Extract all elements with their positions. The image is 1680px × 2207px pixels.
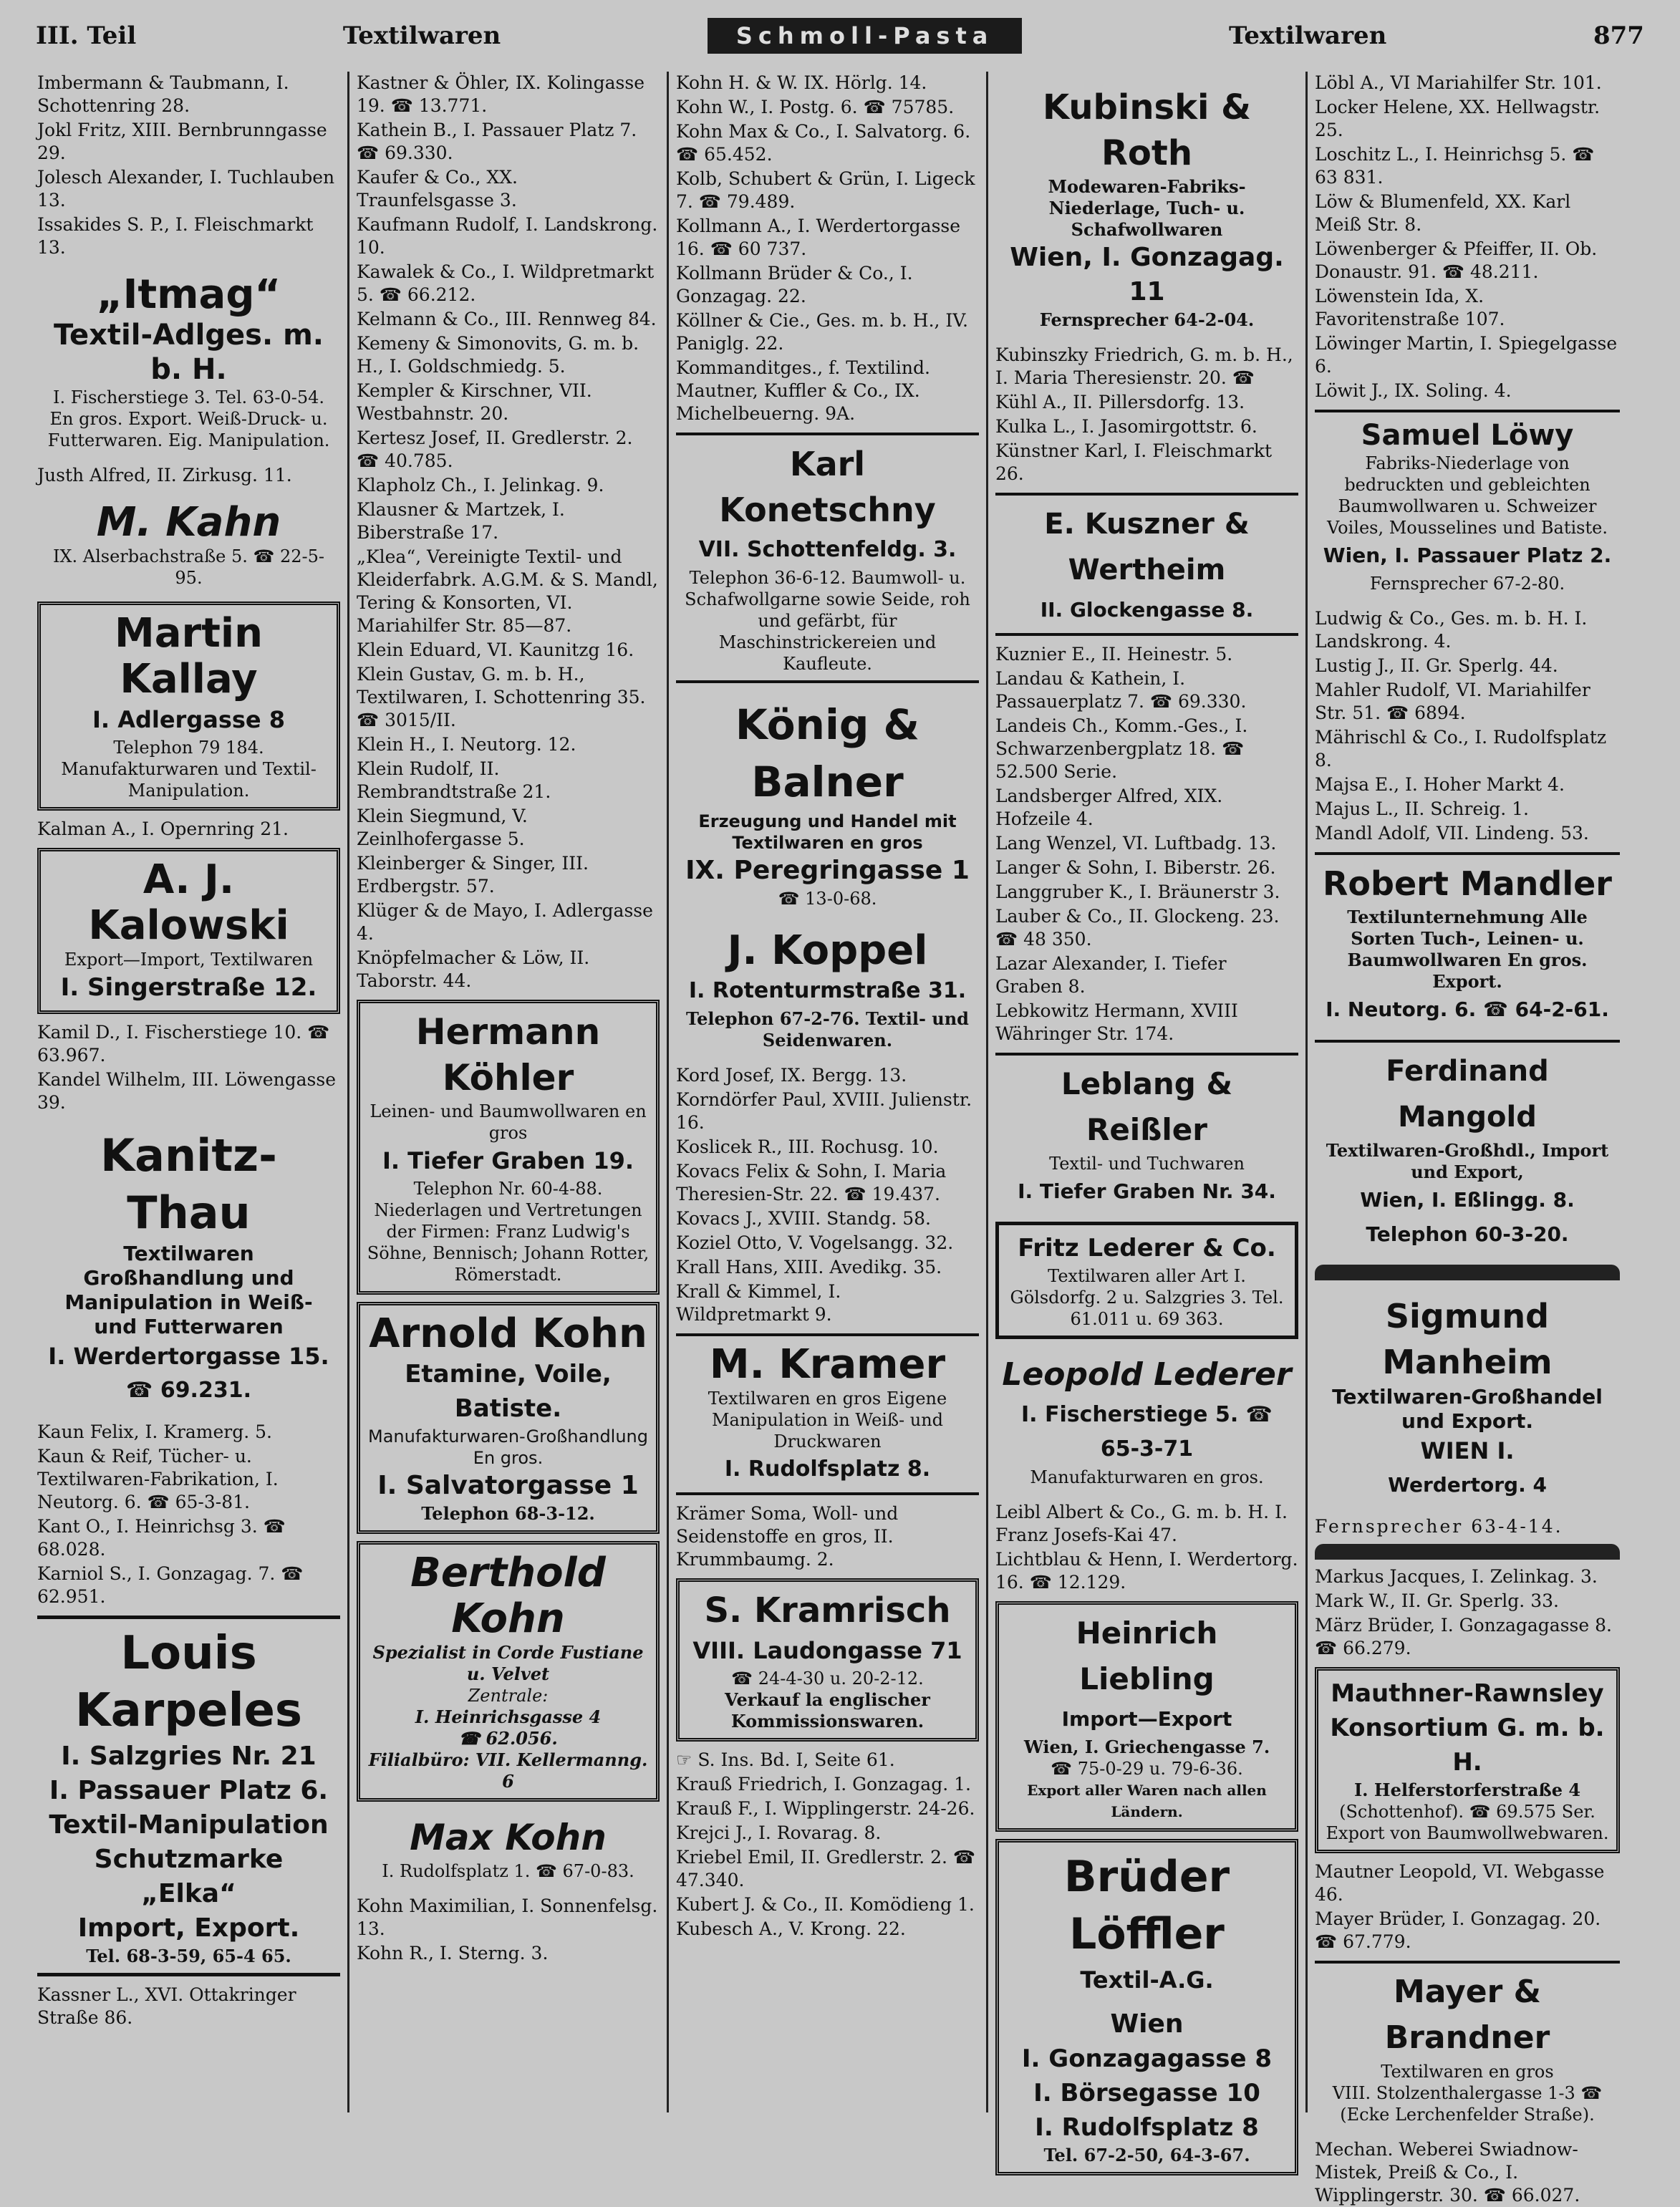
ad-text: Fabriks-Niederlage von bedruckten und gebleichten Baumwollwaren u. Schweizer Voiles, Mousselines und Batiste. bbox=[1327, 453, 1608, 538]
entry: ☞ S. Ins. Bd. I, Seite 61. bbox=[676, 1749, 895, 1770]
ad-arnold-kohn bbox=[357, 1302, 660, 1534]
entry: Kaun Felix, I. Kramerg. 5. bbox=[37, 1421, 272, 1442]
entry: Korndörfer Paul, XVIII. Julienstr. 16. bbox=[676, 1089, 972, 1133]
entry: Jolesch Alexander, I. Tuchlauben 13. bbox=[37, 167, 335, 211]
entry: Löw & Blumenfeld, XX. Karl Meiß Str. 8. bbox=[1315, 191, 1571, 235]
entry: Klüger & de Mayo, I. Adlergasse 4. bbox=[357, 900, 653, 944]
ad-phone: Tel. 67-2-50, 64-3-67. bbox=[1043, 2145, 1250, 2165]
ad-kramrisch bbox=[676, 1578, 979, 1742]
entry: Kord Josef, IX. Bergg. 13. bbox=[676, 1065, 907, 1086]
entry: Klapholz Ch., I. Jelinkag. 9. bbox=[357, 475, 604, 496]
ad-phone: ☎ 62.056. bbox=[458, 1728, 558, 1749]
ad-name: S. Kramrisch bbox=[704, 1590, 951, 1631]
ad-text: Export—Import, Textilwaren bbox=[64, 950, 314, 970]
ad-text-2: Export aller Waren nach allen Ländern. bbox=[1027, 1782, 1267, 1820]
ad-phone: ☎ 24-4-30 u. 20-2-12. bbox=[731, 1668, 924, 1689]
ad-phone: Fernsprecher 63-4-14. bbox=[1315, 1516, 1563, 1537]
ad-name: Ferdinand Mangold bbox=[1386, 1055, 1549, 1134]
ad-name: Leopold Lederer bbox=[1002, 1356, 1292, 1393]
entry: Locker Helene, XX. Hellwagstr. 25. bbox=[1315, 97, 1601, 140]
entry: Kubert J. & Co., II. Komödieng 1. bbox=[676, 1894, 975, 1915]
entry: Mautner Leopold, VI. Webgasse 46. bbox=[1315, 1861, 1605, 1905]
entry: Kühl A., II. Pillersdorfg. 13. bbox=[995, 392, 1245, 412]
entry: Kempler & Kirschner, VII. Westbahnstr. 20. bbox=[357, 380, 592, 424]
ad-address: I. Helferstorferstraße 4 bbox=[1353, 1779, 1581, 1800]
entry: Kamil D., I. Fischerstiege 10. ☎ 63.967. bbox=[37, 1022, 330, 1066]
entry: Kovacs J., XVIII. Standg. 58. bbox=[676, 1208, 931, 1229]
ad-max-kohn bbox=[357, 1809, 660, 1888]
entry: Kaun & Reif, Tücher- u. Textilwaren-Fabrikation, I. Neutorg. 6. ☎ 65-3-81. bbox=[37, 1446, 279, 1512]
ad-itmag bbox=[37, 266, 340, 457]
ad-name: Brüder Löffler bbox=[1063, 1852, 1230, 1959]
ad-koenig-balner bbox=[676, 690, 979, 915]
ad-kubinski-roth bbox=[995, 79, 1298, 337]
column-1 bbox=[30, 72, 349, 2112]
ad-name: Karl Konetschny bbox=[719, 445, 936, 529]
entry: Kant O., I. Heinrichsg 3. ☎ 68.028. bbox=[37, 1516, 286, 1560]
entry: Mährischl & Co., I. Rudolfsplatz 8. bbox=[1315, 727, 1607, 771]
ad-mayer-brandner bbox=[1315, 1961, 1620, 2131]
ad-kalowski bbox=[37, 848, 340, 1014]
entry: Landau & Kathein, I. Passauerplatz 7. ☎ 69.330. bbox=[995, 668, 1247, 712]
ad-name: E. Kuszner & Wertheim bbox=[1044, 508, 1250, 586]
ad-address: II. Glockengasse 8. bbox=[1040, 598, 1254, 622]
entry: Klein Rudolf, II. Rembrandtstraße 21. bbox=[357, 758, 551, 802]
ad-kuszner-wertheim bbox=[995, 493, 1298, 636]
ad-text: Textilwaren en gros Eigene Manipulation in Weiß- und Druckwaren bbox=[708, 1389, 947, 1452]
entry: Künstner Karl, I. Fleischmarkt 26. bbox=[995, 440, 1273, 484]
column-4 bbox=[988, 72, 1308, 2165]
entry: Kubesch A., V. Krong. 22. bbox=[676, 1918, 906, 1939]
header-band: Schmoll-Pasta bbox=[708, 18, 1022, 54]
ad-name: Louis Karpeles bbox=[75, 1627, 302, 1737]
entry: Kohn W., I. Postg. 6. ☎ 75785. bbox=[676, 97, 955, 117]
ad-text: Import—Export bbox=[1061, 1707, 1232, 1731]
entry: Landeis Ch., Komm.-Ges., I. Schwarzenbergplatz 18. ☎ 52.500 Serie. bbox=[995, 715, 1248, 782]
ad-leopold-lederer bbox=[995, 1346, 1298, 1494]
ad-address: I. Heinrichsgasse 4 bbox=[415, 1706, 602, 1727]
entry: Kuznier E., II. Heinestr. 5. bbox=[995, 644, 1233, 665]
ad-address: I. Neutorg. 6. ☎ 64-2-61. bbox=[1326, 998, 1609, 1021]
divider-bar bbox=[1315, 1544, 1620, 1560]
entry: Kohn Maximilian, I. Sonnenfelsg. 13. bbox=[357, 1895, 658, 1939]
entry: Kommanditges., f. Textilind. Mautner, Kuffler & Co., IX. Michelbeuerng. 9A. bbox=[676, 357, 930, 424]
ad-city: WIEN I. bbox=[1420, 1437, 1515, 1464]
ad-address: Wien, I. Eßlingg. 8. bbox=[1360, 1188, 1575, 1212]
entry: Koziel Otto, V. Vogelsangg. 32. bbox=[676, 1232, 954, 1253]
ad-address: I. Rudolfsplatz 8. bbox=[724, 1457, 931, 1482]
ad-text: Telephon 67-2-76. Textil- und Seidenwaren. bbox=[686, 1008, 969, 1051]
entry: Klein Eduard, VI. Kaunitzg 16. bbox=[357, 639, 634, 660]
entry: Kleinberger & Singer, III. Erdbergstr. 57. bbox=[357, 853, 589, 897]
entry: Klein Siegmund, V. Zeinlhofergasse 5. bbox=[357, 806, 528, 849]
ad-text: Etamine, Voile, Batiste. bbox=[405, 1360, 612, 1423]
entry: Kastner & Öhler, IX. Kolingasse 19. ☎ 13.771. bbox=[357, 72, 645, 116]
ad-karpeles bbox=[37, 1616, 340, 1976]
ad-name: M. Kahn bbox=[96, 499, 281, 546]
ad-kallay bbox=[37, 602, 340, 811]
ad-text: Textilwaren aller Art I. Gölsdorfg. 2 u. Salzgries 3. Tel. 61.011 u. 69 363. bbox=[1010, 1266, 1284, 1329]
ad-address: I. Tiefer Graben Nr. 34. bbox=[1018, 1179, 1276, 1203]
ad-phone: ☎ 75-0-29 u. 79-6-36. bbox=[1051, 1759, 1243, 1779]
entry: Mechan. Weberei Swiadnow-Mistek, Preiß & Co., I. Wipplingerstr. 30. ☎ 66.027. bbox=[1315, 2139, 1580, 2206]
ad-robert-mandler bbox=[1315, 852, 1620, 1033]
entry: Justh Alfred, II. Zirkusg. 11. bbox=[37, 465, 292, 486]
entry: Lazar Alexander, I. Tiefer Graben 8. bbox=[995, 953, 1227, 997]
entry: Lebkowitz Hermann, XVIII Währinger Str. 174. bbox=[995, 1000, 1238, 1044]
ad-name: Berthold Kohn bbox=[410, 1550, 606, 1642]
ad-text: Textilwaren-Großhandel und Export. bbox=[1332, 1385, 1603, 1433]
ad-kahn bbox=[37, 494, 340, 594]
entry: Klein Gustav, G. m. b. H., Textilwaren, I. Schottenring 35. ☎ 3015/II. bbox=[357, 664, 646, 730]
ad-loeffler bbox=[995, 1839, 1298, 2175]
entry: Lichtblau & Henn, I. Werdertorg. 16. ☎ 12.129. bbox=[995, 1549, 1298, 1593]
entry: Kandel Wilhelm, III. Löwengasse 39. bbox=[37, 1069, 336, 1113]
ad-name: Arnold Kohn bbox=[369, 1310, 647, 1357]
entry: Kriebel Emil, II. Gredlerstr. 2. ☎ 47.340. bbox=[676, 1847, 976, 1890]
ad-name: Martin Kallay bbox=[115, 610, 263, 702]
entry: Mahler Rudolf, VI. Mariahilfer Str. 51. ☎ 6894. bbox=[1315, 680, 1590, 723]
ad-text: Textilunternehmung Alle Sorten Tuch-, Leinen- u. Baumwollwaren En gros. Export. bbox=[1347, 907, 1588, 992]
ad-liebling bbox=[995, 1601, 1298, 1832]
ad-text: Spezialist in Corde Fustiane u. Velvet bbox=[372, 1642, 644, 1684]
entry: Jokl Fritz, XIII. Bernbrunngasse 29. bbox=[37, 120, 327, 163]
entry: Kolb, Schubert & Grün, I. Ligeck 7. ☎ 79.489. bbox=[676, 168, 975, 212]
ad-address: Wien, I. Gonzagag. 11 bbox=[1010, 243, 1284, 306]
entry: Kollmann Brüder & Co., I. Gonzagag. 22. bbox=[676, 263, 913, 306]
entry: Koslicek R., III. Rochusg. 10. bbox=[676, 1136, 939, 1157]
entry: Kemeny & Simonovits, G. m. b. H., I. Goldschmiedg. 5. bbox=[357, 333, 639, 377]
entry: Kaufmann Rudolf, I. Landskrong. 10. bbox=[357, 214, 658, 258]
ad-text-2: Schutzmarke „Elka“ bbox=[94, 1845, 284, 1908]
header-section-right: Textilwaren bbox=[1228, 21, 1387, 50]
ad-phone: Fernsprecher 64-2-04. bbox=[1039, 309, 1255, 330]
ad-phone: Telephon 68-3-12. bbox=[421, 1503, 595, 1524]
entry: Knöpfelmacher & Löw, II. Taborstr. 44. bbox=[357, 947, 590, 991]
ad-address-3: I. Rudolfsplatz 8 bbox=[1035, 2113, 1259, 2142]
ad-text: I. Fischerstiege 3. Tel. 63-0-54. En gros. Export. Weiß-Druck- u. Futterwaren. Eig. Manipulation. bbox=[47, 387, 330, 450]
entry: Karniol S., I. Gonzagag. 7. ☎ 62.951. bbox=[37, 1563, 304, 1607]
ad-berthold-kohn bbox=[357, 1541, 660, 1802]
entry: Kalman A., I. Opernring 21. bbox=[37, 818, 289, 839]
column-5 bbox=[1308, 72, 1627, 2206]
column-3 bbox=[669, 72, 988, 2112]
entry: Krall Hans, XIII. Avedikg. 35. bbox=[676, 1257, 942, 1278]
entry: Kulka L., I. Jasomirgottstr. 6. bbox=[995, 416, 1257, 437]
ad-address: I. Tiefer Graben 19. bbox=[382, 1147, 634, 1174]
ad-name: J. Koppel bbox=[727, 927, 928, 974]
entry: Lauber & Co., II. Glockeng. 23. ☎ 48 350. bbox=[995, 906, 1280, 950]
ad-text: Textil-A.G. bbox=[1080, 1966, 1214, 1994]
ad-address: I. Salvatorgasse 1 bbox=[377, 1471, 639, 1500]
ad-name: M. Kramer bbox=[709, 1341, 946, 1388]
entry: Kawalek & Co., I. Wildpretmarkt 5. ☎ 66.212. bbox=[357, 261, 655, 305]
ad-name: Leblang & Reißler bbox=[1061, 1066, 1233, 1147]
ad-address: I. Salzgries Nr. 21 bbox=[61, 1742, 317, 1771]
entry: Issakides S. P., I. Fleischmarkt 13. bbox=[37, 214, 314, 258]
header-section: Textilwaren bbox=[342, 21, 501, 50]
ad-name: Robert Mandler bbox=[1323, 864, 1612, 903]
column-2 bbox=[349, 72, 669, 2112]
ad-address: I. Werdertorgasse 15. bbox=[48, 1343, 329, 1370]
ad-name: Kubinski & Roth bbox=[1042, 87, 1252, 173]
ad-phone: Telephon 60-3-20. bbox=[1366, 1222, 1569, 1246]
entry: Löwit J., IX. Soling. 4. bbox=[1315, 380, 1512, 401]
ad-phone: ☎ 69.231. bbox=[126, 1378, 251, 1403]
ad-phone: Tel. 68-3-59, 65-4 65. bbox=[86, 1946, 291, 1966]
ad-address: Werdertorg. 4 bbox=[1388, 1473, 1547, 1497]
ad-kanitz bbox=[37, 1121, 340, 1414]
ad-name: Hermann Köhler bbox=[415, 1011, 601, 1098]
entry: Krejci J., I. Rovarag. 8. bbox=[676, 1822, 882, 1843]
ad-phone: ☎ 13-0-68. bbox=[778, 889, 877, 909]
ad-address: I. Gonzagagasse 8 bbox=[1021, 2044, 1273, 2073]
ad-text: I. Rudolfsplatz 1. ☎ 67-0-83. bbox=[382, 1861, 634, 1881]
entry: Kubinszky Friedrich, G. m. b. H., I. Maria Theresienstr. 20. ☎ bbox=[995, 344, 1293, 388]
ad-name: Sigmund Manheim bbox=[1382, 1297, 1553, 1381]
ad-text: Telephon 36-6-12. Baumwoll- u. Schafwollgarne sowie Seide, roh und gefärbt, für Maschinstrickereien und Kaufleute. bbox=[685, 568, 970, 674]
ad-address: Wien, I. Griechengasse 7. bbox=[1023, 1737, 1270, 1757]
ad-sigmund-manheim bbox=[1315, 1288, 1620, 1508]
entry: Löwinger Martin, I. Spiegelgasse 6. bbox=[1315, 333, 1618, 377]
ad-samuel-loewy bbox=[1315, 410, 1620, 600]
ad-text: Textil- und Tuchwaren bbox=[1049, 1154, 1245, 1174]
ad-mauthner-rawnsley bbox=[1315, 1667, 1620, 1853]
ad-text: Textilwaren-Großhdl., Import und Export, bbox=[1326, 1140, 1609, 1182]
ad-name: Fritz Lederer & Co. bbox=[1018, 1234, 1276, 1262]
ad-label: Zentrale: bbox=[468, 1686, 549, 1706]
ad-name: Mayer & Brandner bbox=[1384, 1974, 1550, 2056]
ad-text-2: Filialbüro: VII. Kellermanng. 6 bbox=[368, 1749, 648, 1792]
ad-text: IX. Alserbachstraße 5. ☎ 22-5-95. bbox=[52, 546, 325, 588]
ad-text-2: Telephon Nr. 60-4-88. Niederlagen und Vertretungen der Firmen: Franz Ludwig's Söhne, Bennisch; Johann Rotter, Römerstadt. bbox=[367, 1179, 650, 1285]
entry: Loschitz L., I. Heinrichsg 5. ☎ 63 831. bbox=[1315, 144, 1595, 188]
entry: Kelmann & Co., III. Rennweg 84. bbox=[357, 309, 657, 329]
entry: Langer & Sohn, I. Biberstr. 26. bbox=[995, 857, 1276, 878]
ad-name: König & Balner bbox=[735, 700, 920, 806]
ad-text: Erzeugung und Handel mit Textilwaren en gros bbox=[698, 811, 957, 853]
ad-leblang-reissler bbox=[995, 1053, 1298, 1214]
entry: Imbermann & Taubmann, I. Schottenring 28. bbox=[37, 72, 289, 116]
ad-kramer bbox=[676, 1333, 979, 1495]
entry: Kertesz Josef, II. Gredlerstr. 2. ☎ 40.785. bbox=[357, 428, 633, 471]
entry: Krauß Friedrich, I. Gonzagag. 1. bbox=[676, 1774, 971, 1795]
entry: Kohn R., I. Sterng. 3. bbox=[357, 1943, 549, 1964]
ad-subtitle: Textil-Adlges. m. b. H. bbox=[54, 319, 324, 386]
ad-address: VIII. Laudongasse 71 bbox=[692, 1637, 962, 1664]
entry: Mark W., II. Gr. Sperlg. 33. bbox=[1315, 1590, 1559, 1611]
entry: Landsberger Alfred, XIX. Hofzeile 4. bbox=[995, 786, 1223, 829]
entry: Majsa E., I. Hoher Markt 4. bbox=[1315, 774, 1565, 795]
entry: Löbl A., VI Mariahilfer Str. 101. bbox=[1315, 72, 1602, 93]
page-number: 877 bbox=[1593, 21, 1644, 50]
page-header bbox=[36, 14, 1644, 57]
ad-address-2: I. Börsegasse 10 bbox=[1033, 2079, 1260, 2107]
entry: Markus Jacques, I. Zelinkag. 3. bbox=[1315, 1566, 1598, 1587]
ad-koppel bbox=[676, 922, 979, 1057]
entry: Majus L., II. Schreig. 1. bbox=[1315, 798, 1529, 819]
entry: Krämer Soma, Woll- und Seidenstoffe en gros, II. Krummbaumg. 2. bbox=[676, 1503, 899, 1570]
entry: Lustig J., II. Gr. Sperlg. 44. bbox=[1315, 655, 1558, 676]
entry: Mandl Adolf, VII. Lindeng. 53. bbox=[1315, 823, 1589, 844]
ad-text: (Schottenhof). ☎ 69.575 Ser. Export von Baumwollwebwaren. bbox=[1326, 1802, 1609, 1843]
ad-text: Textil-Manipulation bbox=[49, 1810, 329, 1840]
entry: Kaufer & Co., XX. Traunfelsgasse 3. bbox=[357, 167, 518, 211]
ad-name: Mauthner-Rawnsley Konsortium G. m. b. H. bbox=[1330, 1679, 1605, 1777]
ad-text: Textilwaren en gros bbox=[1381, 2062, 1554, 2082]
ad-text: Modewaren-Fabriks-Niederlage, Tuch- u. Schafwollwaren bbox=[1048, 176, 1246, 240]
ad-text: Leinen- und Baumwollwaren en gros bbox=[370, 1101, 647, 1143]
ad-address: VIII. Stolzenthalergasse 1-3 ☎ (Ecke Lerchenfelder Straße). bbox=[1332, 2083, 1603, 2125]
ad-name: Max Kohn bbox=[410, 1817, 607, 1858]
ad-address: Wien, I. Passauer Platz 2. bbox=[1323, 544, 1612, 567]
entry: Kohn Max & Co., I. Salvatorg. 6. ☎ 65.452. bbox=[676, 121, 971, 165]
entry: Langgruber K., I. Bräunerstr 3. bbox=[995, 882, 1280, 902]
ad-address: IX. Peregringasse 1 bbox=[685, 856, 970, 885]
ad-address: I. Adlergasse 8 bbox=[92, 706, 286, 733]
ad-ferdinand-mangold bbox=[1315, 1040, 1620, 1257]
ad-fritz-lederer bbox=[995, 1222, 1298, 1339]
ad-address-2: I. Passauer Platz 6. bbox=[49, 1776, 329, 1805]
ad-text-2: Manufakturwaren-Großhandlung En gros. bbox=[368, 1426, 648, 1468]
entry: Klein H., I. Neutorg. 12. bbox=[357, 734, 576, 755]
entry: Löwenstein Ida, X. Favoritenstraße 107. bbox=[1315, 286, 1505, 329]
ad-name: Heinrich Liebling bbox=[1076, 1616, 1218, 1696]
entry: Lang Wenzel, VI. Luftbadg. 13. bbox=[995, 833, 1277, 854]
ad-city: Wien bbox=[1110, 2009, 1184, 2039]
ad-address: I. Singerstraße 12. bbox=[60, 973, 317, 1002]
entry: Löwenberger & Pfeiffer, II. Ob. Donaustr. 91. ☎ 48.211. bbox=[1315, 238, 1598, 282]
ad-name: Samuel Löwy bbox=[1361, 419, 1574, 452]
ad-text: Manufakturwaren en gros. bbox=[1030, 1467, 1264, 1487]
ad-name: A. J. Kalowski bbox=[88, 856, 289, 949]
entry: Kollmann A., I. Werdertorgasse 16. ☎ 60 737. bbox=[676, 216, 961, 259]
entry: März Brüder, I. Gonzagagasse 8. ☎ 66.279. bbox=[1315, 1615, 1612, 1658]
header-part: III. Teil bbox=[36, 21, 137, 50]
ad-name: Kanitz-Thau bbox=[100, 1129, 277, 1239]
ad-address: VII. Schottenfeldg. 3. bbox=[698, 537, 957, 562]
ad-koehler bbox=[357, 1000, 660, 1295]
ad-address: I. Fischerstiege 5. ☎ 65-3-71 bbox=[1020, 1402, 1273, 1462]
entry: Krall & Kimmel, I. Wildpretmarkt 9. bbox=[676, 1281, 841, 1325]
ad-text: Textilwaren Großhandlung und Manipulation in Weiß- und Futterwaren bbox=[64, 1242, 313, 1338]
entry: Kovacs Felix & Sohn, I. Maria Theresien-Str. 22. ☎ 19.437. bbox=[676, 1161, 947, 1204]
entry: Leibl Albert & Co., G. m. b. H. I. Franz Josefs-Kai 47. bbox=[995, 1502, 1288, 1545]
divider-bar bbox=[1315, 1265, 1620, 1280]
ad-address: I. Rotenturmstraße 31. bbox=[688, 978, 967, 1003]
entry: Klausner & Martzek, I. Biberstraße 17. bbox=[357, 499, 565, 543]
entry: Kassner L., XVI. Ottakringer Straße 86. bbox=[37, 1984, 296, 2028]
entry: „Klea“, Vereinigte Textil- und Kleiderfabrk. A.G.M. & S. Mandl, Tering & Konsorten, VI. Mariahilfer Str. 85—87. bbox=[357, 546, 658, 636]
entry: Köllner & Cie., Ges. m. b. H., IV. Paniglg. 22. bbox=[676, 310, 968, 354]
ad-text: Telephon 79 184. Manufakturwaren und Textil-Manipulation. bbox=[61, 738, 317, 801]
entry: Mayer Brüder, I. Gonzagag. 20. ☎ 67.779. bbox=[1315, 1908, 1601, 1952]
ad-konetschny bbox=[676, 433, 979, 683]
ad-text-3: Import, Export. bbox=[77, 1913, 300, 1943]
entry: Kohn H. & W. IX. Hörlg. 14. bbox=[676, 72, 927, 93]
entry: Krauß F., I. Wipplingerstr. 24-26. bbox=[676, 1798, 975, 1819]
ad-phone: Fernsprecher 67-2-80. bbox=[1369, 574, 1565, 594]
ad-text: Verkauf la englischer Kommissionswaren. bbox=[725, 1689, 930, 1732]
entry: Ludwig & Co., Ges. m. b. H. I. Landskrong. 4. bbox=[1315, 608, 1588, 652]
ad-name: „Itmag“ bbox=[96, 271, 281, 318]
entry: Kathein B., I. Passauer Platz 7. ☎ 69.330. bbox=[357, 120, 637, 163]
